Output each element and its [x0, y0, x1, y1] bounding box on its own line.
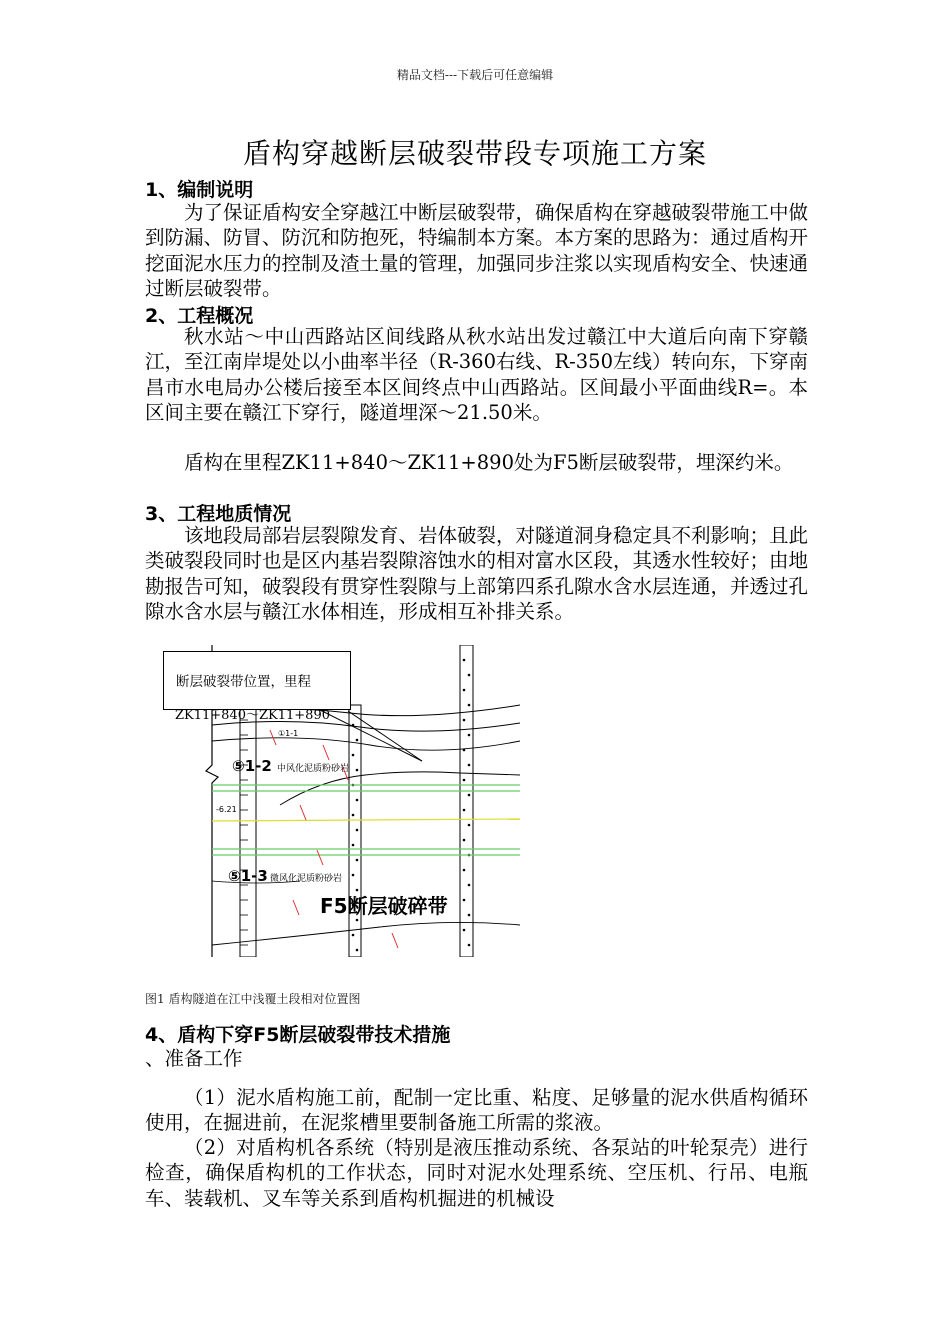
elevation-label: -6.21	[216, 805, 237, 814]
fault-location-callout	[163, 651, 351, 710]
section-1-heading: 1、编制说明	[145, 179, 254, 201]
layer-label-5-1-3: ⑤1-3	[228, 867, 268, 885]
layer-label-1-1: ①1-1	[278, 729, 299, 738]
section-4-paragraph-1: （1）泥水盾构施工前，配制一定比重、粘度、足够量的泥水供盾构循环使用，在掘进前，在泥浆槽里要制备施工所需的浆液。	[145, 1086, 808, 1135]
figure-caption: 图1 盾构隧道在江中浅覆土段相对位置图	[145, 992, 361, 1006]
section-3-heading: 3、工程地质情况	[145, 503, 292, 525]
section-4-paragraph-2: （2）对盾构机各系统（特别是液压推动系统、各泵站的叶轮泵壳）进行检查，确保盾构机的工作状态，同时对泥水处理系统、空压机、行吊、电瓶车、装载机、叉车等关系到盾构机掘进的机械设	[145, 1136, 808, 1210]
layer-label-5-1-2: ⑤1-2	[232, 757, 272, 775]
section-3-paragraph: 该地段局部岩层裂隙发育、岩体破裂，对隧道洞身稳定具不利影响；且此类破裂段同时也是区内基岩裂隙溶蚀水的相对富水区段，其透水性较好；由地勘报告可知，破裂段有贯穿性裂隙与上部第四系孔隙水含水层连通，并透过孔隙水含水层与赣江水体相连，形成相互补排关系。	[145, 524, 809, 624]
callout-line-2: ZK11+840～ZK11+890	[175, 708, 330, 723]
section-2-paragraph-1: 秋水站～中山西路站区间线路从秋水站出发过赣江中大道后向南下穿赣江，至江南岸堤处以小曲率半径（R-360右线、R-350左线）转向东，下穿南昌市水电局办公楼后接至本区间终点中山西路站。区间最小平面曲线R=。本区间主要在赣江下穿行，隧道埋深～21.50米。	[145, 325, 808, 425]
section-4-heading: 4、盾构下穿F5断层破裂带技术措施	[145, 1024, 451, 1046]
layer-desc-5-1-2: 中风化泥质粉砂岩	[277, 764, 350, 774]
section-2-heading: 2、工程概况	[145, 305, 254, 327]
document-title: 盾构穿越断层破裂带段专项施工方案	[242, 137, 707, 170]
section-2-paragraph-2: 盾构在里程ZK11+840～ZK11+890处为F5断层破裂带，埋深约米。	[184, 451, 794, 474]
callout-line-1: 断层破裂带位置，里程	[176, 674, 311, 690]
section-4-subheading: 、准备工作	[145, 1047, 243, 1070]
section-1-paragraph: 为了保证盾构安全穿越江中断层破裂带，确保盾构在穿越破裂带施工中做到防漏、防冒、防沉和防抱死，特编制本方案。本方案的思路为：通过盾构开挖面泥水压力的控制及渣土量的管理，加强同步注浆以实现盾构安全、快速通过断层破裂带。	[145, 201, 809, 301]
layer-desc-5-1-3: 微风化泥质粉砂岩	[270, 874, 343, 884]
fault-zone-label: F5断层破碎带	[320, 894, 448, 918]
page-header: 精品文档---下载后可任意编辑	[396, 68, 554, 82]
